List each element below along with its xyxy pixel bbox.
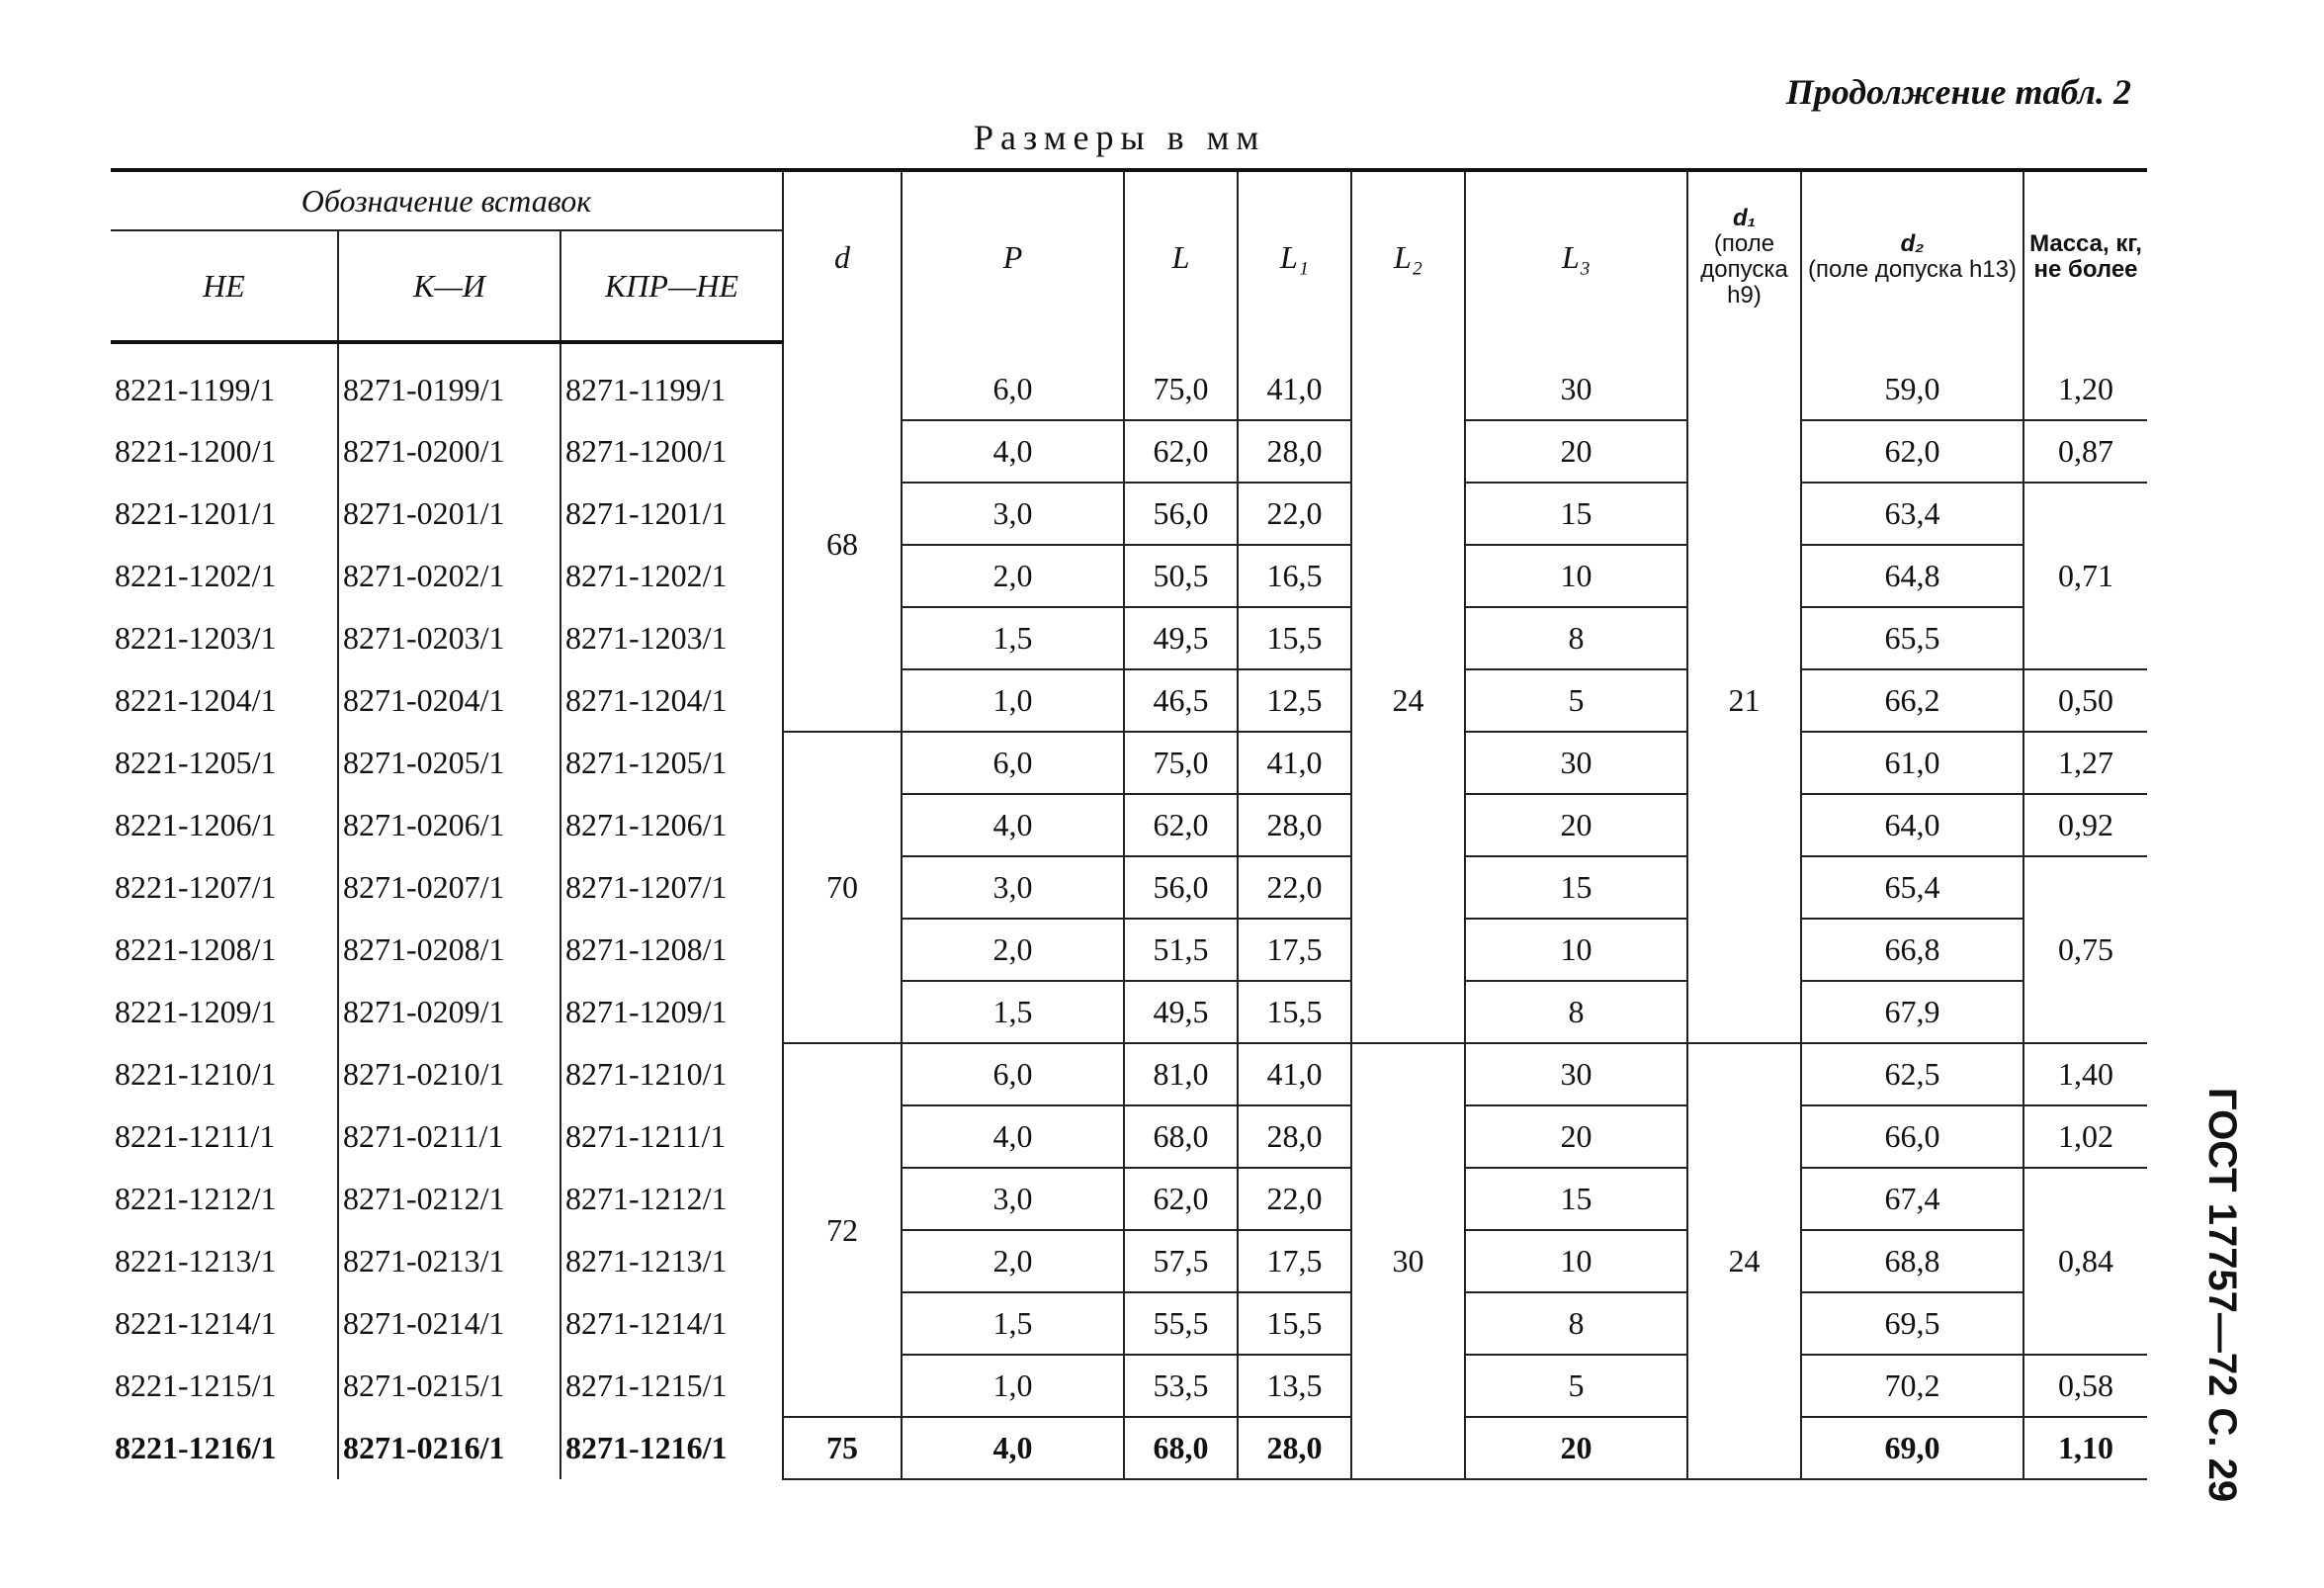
cell-ne: 8221-1215/1 bbox=[115, 1367, 277, 1403]
cell-l1: 17,5 bbox=[1238, 919, 1351, 981]
header-l3: L₃ bbox=[1465, 170, 1687, 342]
cell-l: 51,5 bbox=[1124, 919, 1238, 981]
insert-designation-header: Обозначение вставок bbox=[111, 170, 783, 230]
cell-kpr-ne: 8271-1211/1 bbox=[560, 1105, 783, 1168]
cell-d2: 69,5 bbox=[1801, 1292, 2023, 1355]
cell-d: 75 bbox=[783, 1417, 902, 1479]
cell-k-i: 8271-0213/1 bbox=[338, 1230, 560, 1292]
cell-d2: 62,0 bbox=[1801, 420, 2023, 483]
cell-d2: 64,8 bbox=[1801, 545, 2023, 607]
cell-p: 4,0 bbox=[902, 420, 1124, 483]
cell-l1: 28,0 bbox=[1238, 794, 1351, 856]
cell-d2: 61,0 bbox=[1801, 732, 2023, 794]
cell-mass: 0,71 bbox=[2023, 483, 2147, 669]
cell-p: 6,0 bbox=[902, 1043, 1124, 1105]
cell-d2: 64,0 bbox=[1801, 794, 2023, 856]
table-row bbox=[111, 732, 2147, 794]
header-d2-symbol: d₂ bbox=[1900, 230, 1925, 257]
cell-ne: 8221-1212/1 bbox=[115, 1181, 277, 1216]
dimensions-table bbox=[111, 168, 2147, 1480]
table-row bbox=[111, 1292, 2147, 1355]
cell-l1: 22,0 bbox=[1238, 1168, 1351, 1230]
header-mass: Масса, кг, не более bbox=[2023, 170, 2147, 342]
cell-ne: 8221-1207/1 bbox=[115, 869, 277, 905]
cell-p: 2,0 bbox=[902, 1230, 1124, 1292]
cell-ne: 8221-1214/1 bbox=[115, 1305, 277, 1341]
cell-l3: 5 bbox=[1465, 1355, 1687, 1417]
header-d1 bbox=[1687, 170, 1801, 342]
cell-l3: 20 bbox=[1465, 420, 1687, 483]
cell-d2: 70,2 bbox=[1801, 1355, 2023, 1417]
cell-k-i: 8271-0199/1 bbox=[338, 342, 560, 420]
cell-l1: 41,0 bbox=[1238, 732, 1351, 794]
cell-l: 75,0 bbox=[1124, 342, 1238, 420]
standard-page-label: ГОСТ 17757—72 С. 29 bbox=[2200, 1088, 2244, 1503]
cell-ne: 8221-1200/1 bbox=[115, 433, 277, 469]
cell-p: 1,5 bbox=[902, 1292, 1124, 1355]
cell-l: 49,5 bbox=[1124, 607, 1238, 669]
cell-ne: 8221-1208/1 bbox=[115, 931, 277, 967]
cell-mass: 1,20 bbox=[2023, 342, 2147, 420]
cell-l: 50,5 bbox=[1124, 545, 1238, 607]
cell-l1: 12,5 bbox=[1238, 669, 1351, 732]
cell-l3: 8 bbox=[1465, 607, 1687, 669]
cell-p: 1,5 bbox=[902, 607, 1124, 669]
cell-d1: 21 bbox=[1687, 342, 1801, 1043]
cell-l: 55,5 bbox=[1124, 1292, 1238, 1355]
cell-p: 4,0 bbox=[902, 1105, 1124, 1168]
table-row bbox=[111, 1417, 2147, 1479]
cell-l2: 30 bbox=[1351, 1043, 1465, 1479]
cell-k-i: 8271-0204/1 bbox=[338, 669, 560, 732]
cell-mass: 0,87 bbox=[2023, 420, 2147, 483]
header-k-i: К—И bbox=[338, 230, 560, 342]
cell-k-i: 8271-0214/1 bbox=[338, 1292, 560, 1355]
cell-kpr-ne: 8271-1214/1 bbox=[560, 1292, 783, 1355]
cell-l: 68,0 bbox=[1124, 1105, 1238, 1168]
table-row bbox=[111, 794, 2147, 856]
cell-ne: 8221-1202/1 bbox=[115, 558, 277, 593]
header-p: P bbox=[902, 170, 1124, 342]
cell-l3: 10 bbox=[1465, 1230, 1687, 1292]
cell-mass: 0,50 bbox=[2023, 669, 2147, 732]
cell-l1: 28,0 bbox=[1238, 420, 1351, 483]
table-row bbox=[111, 919, 2147, 981]
header-d2 bbox=[1801, 170, 2023, 342]
cell-p: 3,0 bbox=[902, 1168, 1124, 1230]
cell-l1: 15,5 bbox=[1238, 1292, 1351, 1355]
cell-d: 70 bbox=[783, 732, 902, 1043]
cell-kpr-ne: 8271-1215/1 bbox=[560, 1355, 783, 1417]
cell-p: 1,0 bbox=[902, 669, 1124, 732]
cell-ne: 8221-1209/1 bbox=[115, 994, 277, 1029]
cell-kpr-ne: 8271-1199/1 bbox=[560, 342, 783, 420]
table-row bbox=[111, 981, 2147, 1043]
header-kpr-ne: КПР—НЕ bbox=[560, 230, 783, 342]
table-row bbox=[111, 342, 2147, 420]
cell-p: 4,0 bbox=[902, 794, 1124, 856]
cell-l1: 41,0 bbox=[1238, 342, 1351, 420]
cell-l: 57,5 bbox=[1124, 1230, 1238, 1292]
cell-k-i: 8271-0212/1 bbox=[338, 1168, 560, 1230]
cell-l: 81,0 bbox=[1124, 1043, 1238, 1105]
table-row bbox=[111, 856, 2147, 919]
cell-k-i: 8271-0201/1 bbox=[338, 483, 560, 545]
cell-d2: 63,4 bbox=[1801, 483, 2023, 545]
table-row bbox=[111, 545, 2147, 607]
cell-kpr-ne: 8271-1204/1 bbox=[560, 669, 783, 732]
cell-d2: 66,8 bbox=[1801, 919, 2023, 981]
cell-l3: 8 bbox=[1465, 981, 1687, 1043]
cell-l1: 16,5 bbox=[1238, 545, 1351, 607]
cell-l3: 10 bbox=[1465, 919, 1687, 981]
table-row bbox=[111, 669, 2147, 732]
cell-l3: 30 bbox=[1465, 342, 1687, 420]
cell-l1: 22,0 bbox=[1238, 856, 1351, 919]
cell-kpr-ne: 8271-1210/1 bbox=[560, 1043, 783, 1105]
cell-d1: 24 bbox=[1687, 1043, 1801, 1479]
cell-p: 2,0 bbox=[902, 919, 1124, 981]
cell-p: 3,0 bbox=[902, 483, 1124, 545]
cell-l: 62,0 bbox=[1124, 420, 1238, 483]
cell-l3: 30 bbox=[1465, 1043, 1687, 1105]
cell-kpr-ne: 8271-1216/1 bbox=[560, 1417, 783, 1479]
cell-k-i: 8271-0209/1 bbox=[338, 981, 560, 1043]
table-row bbox=[111, 1105, 2147, 1168]
cell-d2: 68,8 bbox=[1801, 1230, 2023, 1292]
cell-kpr-ne: 8271-1213/1 bbox=[560, 1230, 783, 1292]
cell-ne: 8221-1203/1 bbox=[115, 620, 277, 656]
cell-d2: 59,0 bbox=[1801, 342, 2023, 420]
cell-l1: 13,5 bbox=[1238, 1355, 1351, 1417]
cell-k-i: 8271-0216/1 bbox=[338, 1417, 560, 1479]
cell-mass: 1,40 bbox=[2023, 1043, 2147, 1105]
cell-l1: 15,5 bbox=[1238, 607, 1351, 669]
cell-kpr-ne: 8271-1201/1 bbox=[560, 483, 783, 545]
header-d1-symbol: d₁ bbox=[1732, 205, 1757, 231]
header-ne: НЕ bbox=[111, 230, 338, 342]
cell-kpr-ne: 8271-1202/1 bbox=[560, 545, 783, 607]
cell-mass: 1,02 bbox=[2023, 1105, 2147, 1168]
cell-k-i: 8271-0211/1 bbox=[338, 1105, 560, 1168]
header-l: L bbox=[1124, 170, 1238, 342]
cell-d2: 67,4 bbox=[1801, 1168, 2023, 1230]
cell-k-i: 8271-0203/1 bbox=[338, 607, 560, 669]
cell-k-i: 8271-0215/1 bbox=[338, 1355, 560, 1417]
cell-ne: 8221-1201/1 bbox=[115, 495, 277, 531]
cell-l: 53,5 bbox=[1124, 1355, 1238, 1417]
cell-l1: 28,0 bbox=[1238, 1105, 1351, 1168]
cell-l: 56,0 bbox=[1124, 483, 1238, 545]
cell-k-i: 8271-0205/1 bbox=[338, 732, 560, 794]
cell-kpr-ne: 8271-1208/1 bbox=[560, 919, 783, 981]
table-row bbox=[111, 420, 2147, 483]
cell-l3: 5 bbox=[1465, 669, 1687, 732]
cell-p: 3,0 bbox=[902, 856, 1124, 919]
cell-l1: 17,5 bbox=[1238, 1230, 1351, 1292]
cell-kpr-ne: 8271-1206/1 bbox=[560, 794, 783, 856]
cell-k-i: 8271-0206/1 bbox=[338, 794, 560, 856]
cell-p: 6,0 bbox=[902, 732, 1124, 794]
cell-l3: 30 bbox=[1465, 732, 1687, 794]
cell-k-i: 8271-0208/1 bbox=[338, 919, 560, 981]
cell-ne: 8221-1199/1 bbox=[115, 372, 276, 407]
cell-d2: 65,5 bbox=[1801, 607, 2023, 669]
cell-p: 1,0 bbox=[902, 1355, 1124, 1417]
cell-mass: 0,58 bbox=[2023, 1355, 2147, 1417]
cell-k-i: 8271-0210/1 bbox=[338, 1043, 560, 1105]
header-l2: L₂ bbox=[1351, 170, 1465, 342]
cell-l2: 24 bbox=[1351, 342, 1465, 1043]
cell-l: 75,0 bbox=[1124, 732, 1238, 794]
cell-l3: 15 bbox=[1465, 856, 1687, 919]
header-d2-note: (поле допуска h13) bbox=[1808, 256, 2017, 283]
cell-l1: 22,0 bbox=[1238, 483, 1351, 545]
cell-ne: 8221-1204/1 bbox=[115, 682, 277, 718]
cell-l: 46,5 bbox=[1124, 669, 1238, 732]
cell-l: 62,0 bbox=[1124, 1168, 1238, 1230]
cell-k-i: 8271-0200/1 bbox=[338, 420, 560, 483]
cell-mass: 0,84 bbox=[2023, 1168, 2147, 1355]
cell-mass: 1,27 bbox=[2023, 732, 2147, 794]
cell-ne: 8221-1213/1 bbox=[115, 1243, 277, 1279]
cell-p: 4,0 bbox=[902, 1417, 1124, 1479]
header-l1: L₁ bbox=[1238, 170, 1351, 342]
cell-kpr-ne: 8271-1212/1 bbox=[560, 1168, 783, 1230]
cell-l: 49,5 bbox=[1124, 981, 1238, 1043]
cell-l3: 20 bbox=[1465, 794, 1687, 856]
cell-k-i: 8271-0207/1 bbox=[338, 856, 560, 919]
cell-ne: 8221-1216/1 bbox=[115, 1430, 277, 1465]
cell-mass: 1,10 bbox=[2023, 1417, 2147, 1479]
cell-d2: 66,2 bbox=[1801, 669, 2023, 732]
cell-ne: 8221-1205/1 bbox=[115, 745, 277, 780]
table-row bbox=[111, 1230, 2147, 1292]
cell-kpr-ne: 8271-1200/1 bbox=[560, 420, 783, 483]
cell-l1: 41,0 bbox=[1238, 1043, 1351, 1105]
units-caption: Размеры в мм bbox=[974, 118, 1266, 157]
cell-l: 62,0 bbox=[1124, 794, 1238, 856]
cell-d2: 67,9 bbox=[1801, 981, 2023, 1043]
header-d1-note: (поле допуска h9) bbox=[1700, 230, 1788, 309]
cell-d2: 69,0 bbox=[1801, 1417, 2023, 1479]
table-row bbox=[111, 483, 2147, 545]
cell-d2: 62,5 bbox=[1801, 1043, 2023, 1105]
cell-kpr-ne: 8271-1203/1 bbox=[560, 607, 783, 669]
cell-kpr-ne: 8271-1207/1 bbox=[560, 856, 783, 919]
cell-p: 1,5 bbox=[902, 981, 1124, 1043]
table-body bbox=[111, 342, 2147, 1479]
cell-l3: 20 bbox=[1465, 1105, 1687, 1168]
cell-kpr-ne: 8271-1205/1 bbox=[560, 732, 783, 794]
table-continuation-label: Продолжение табл. 2 bbox=[1785, 72, 2131, 112]
cell-l1: 28,0 bbox=[1238, 1417, 1351, 1479]
cell-kpr-ne: 8271-1209/1 bbox=[560, 981, 783, 1043]
cell-l3: 20 bbox=[1465, 1417, 1687, 1479]
cell-p: 2,0 bbox=[902, 545, 1124, 607]
cell-d2: 66,0 bbox=[1801, 1105, 2023, 1168]
cell-l3: 10 bbox=[1465, 545, 1687, 607]
cell-k-i: 8271-0202/1 bbox=[338, 545, 560, 607]
cell-l: 68,0 bbox=[1124, 1417, 1238, 1479]
cell-mass: 0,92 bbox=[2023, 794, 2147, 856]
cell-ne: 8221-1206/1 bbox=[115, 807, 277, 842]
cell-d: 68 bbox=[783, 342, 902, 732]
cell-d2: 65,4 bbox=[1801, 856, 2023, 919]
cell-l1: 15,5 bbox=[1238, 981, 1351, 1043]
cell-l3: 15 bbox=[1465, 483, 1687, 545]
cell-l: 56,0 bbox=[1124, 856, 1238, 919]
table-row bbox=[111, 1355, 2147, 1417]
cell-p: 6,0 bbox=[902, 342, 1124, 420]
table-row bbox=[111, 1043, 2147, 1105]
cell-ne: 8221-1211/1 bbox=[115, 1118, 276, 1154]
cell-d: 72 bbox=[783, 1043, 902, 1417]
table-row bbox=[111, 607, 2147, 669]
cell-l3: 15 bbox=[1465, 1168, 1687, 1230]
table-row bbox=[111, 1168, 2147, 1230]
cell-mass: 0,75 bbox=[2023, 856, 2147, 1043]
cell-l3: 8 bbox=[1465, 1292, 1687, 1355]
header-d: d bbox=[783, 170, 902, 342]
cell-ne: 8221-1210/1 bbox=[115, 1056, 277, 1092]
